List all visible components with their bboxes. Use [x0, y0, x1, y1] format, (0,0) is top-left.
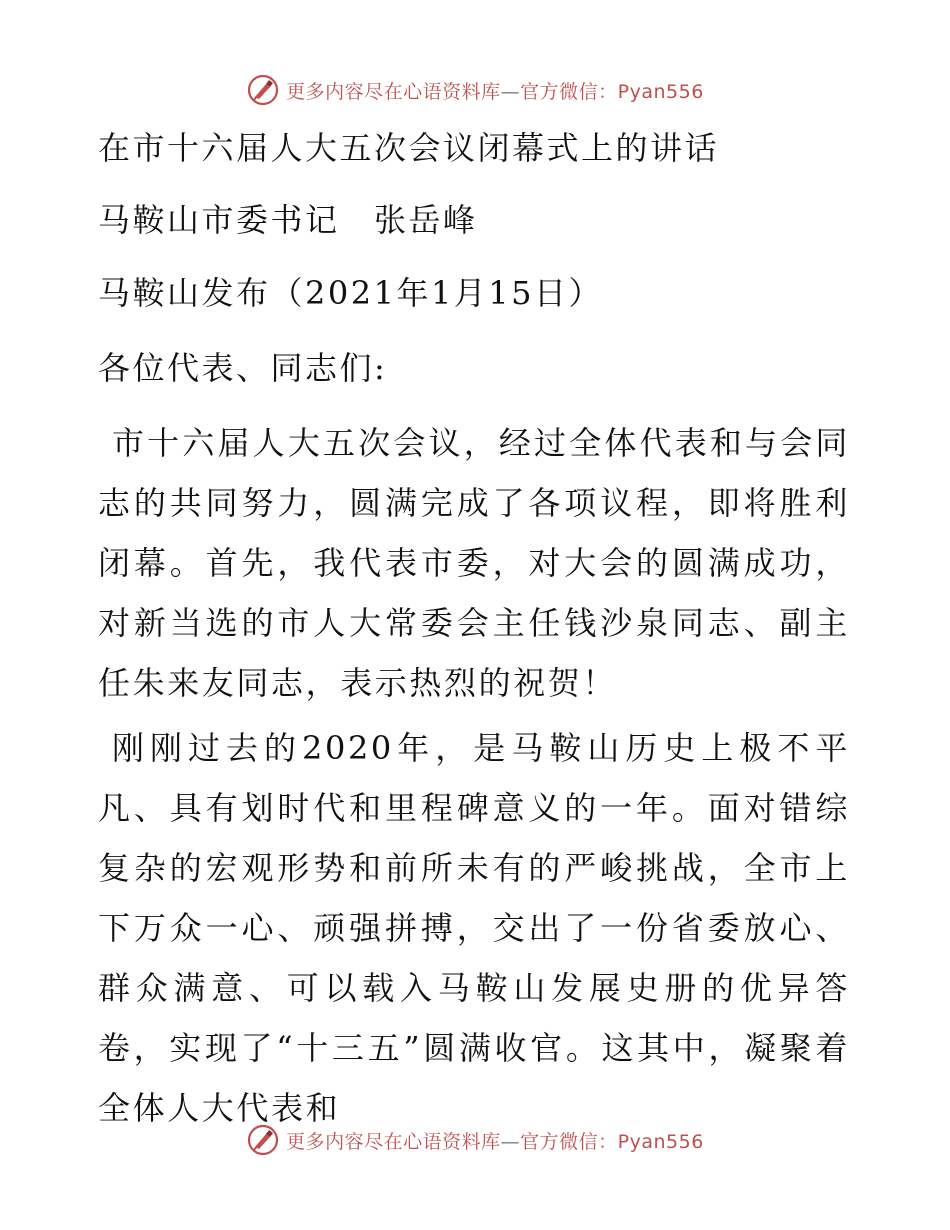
watermark-text: 更多内容尽在心语资料库—官方微信：Pyan556 [286, 1130, 704, 1153]
header-watermark [0, 70, 950, 110]
watermark-text: 更多内容尽在心语资料库—官方微信：Pyan556 [286, 80, 704, 103]
salutation: 各位代表、同志们: [98, 349, 388, 387]
pen-logo-icon [246, 73, 280, 107]
footer-watermark [0, 1120, 950, 1160]
document-author: 马鞍山市委书记 张岳峰 [98, 201, 478, 239]
document-title: 在市十六届人大五次会议闭幕式上的讲话 [98, 129, 720, 167]
paragraph-2: 刚刚过去的2020年，是马鞍山历史上极不平凡、具有划时代和里程碑意义的一年。面对错综复杂的宏观形势和前所未有的严峻挑战，全市上下万众一心、顽强拼搏，交出了一份省委放心、群众满意、可以载入马鞍山发展史册的优异答卷，实现了“十三五”圆满收官。这其中，凝聚着全体人大代表和 [98, 729, 850, 1127]
document-source: 马鞍山发布（2021年1月15日） [98, 274, 604, 312]
watermark-group [246, 73, 704, 107]
paragraph-1: 市十六届人大五次会议，经过全体代表和与会同志的共同努力，圆满完成了各项议程，即将胜利闭幕。首先，我代表市委，对大会的圆满成功，对新当选的市人大常委会主任钱沙泉同志、副主任朱来友同志，表示热烈的祝贺！ [98, 424, 850, 702]
pen-logo-icon [246, 1123, 280, 1157]
watermark-group [246, 1123, 704, 1157]
